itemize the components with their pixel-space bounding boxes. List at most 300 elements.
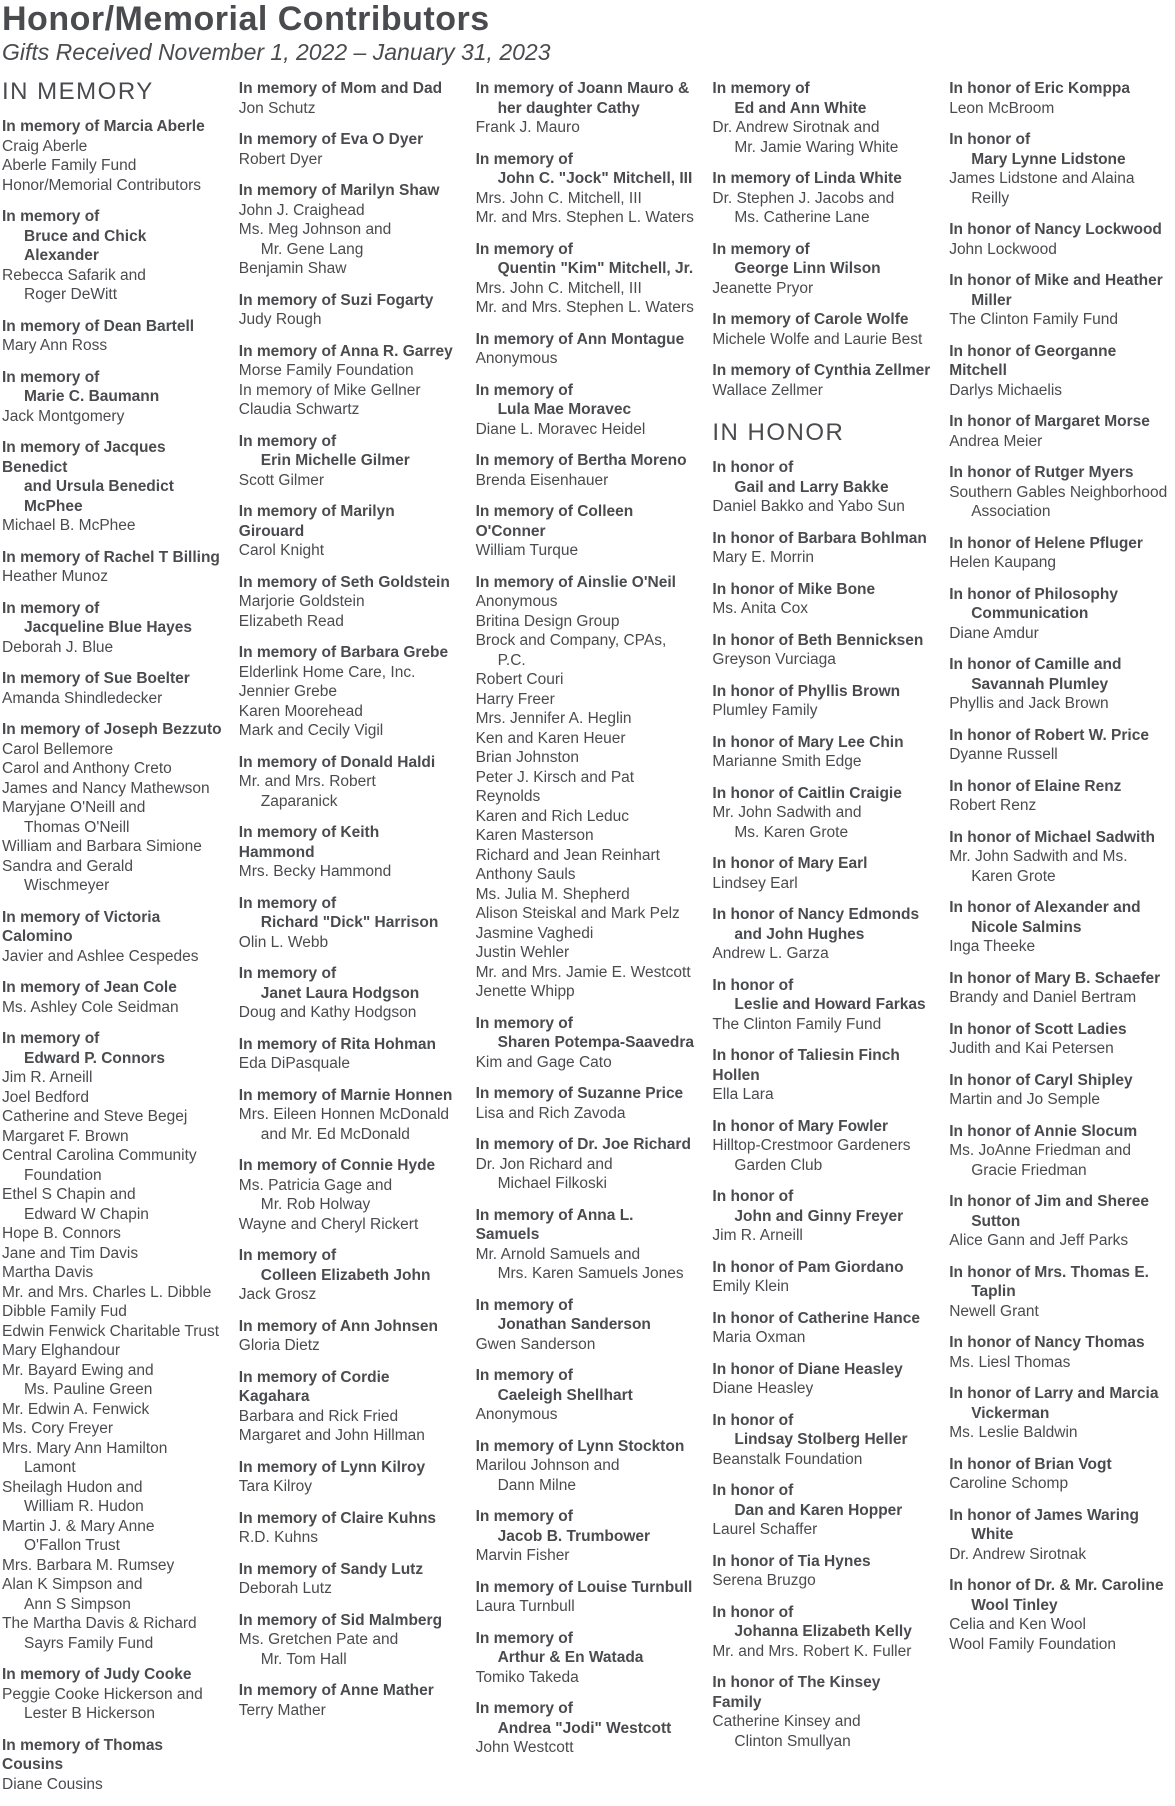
donor-line: Brian Johnston	[475, 749, 579, 766]
donor-line: Celia and Ken Wool	[949, 1616, 1086, 1633]
contributor-entry	[476, 1578, 696, 1617]
donor-line: Jane and Tim Davis	[2, 1244, 139, 1262]
contributor-entry	[712, 310, 932, 349]
donor-line: Carol Knight	[238, 542, 325, 559]
donor-line: Robert Dyer	[238, 150, 323, 168]
entry-heading-line: In memory of	[475, 150, 573, 168]
donor-line: Wayne and Cheryl Rickert	[238, 1215, 419, 1233]
donor-line: William R. Hudon	[24, 1498, 144, 1515]
donor-line: Hilltop-Crestmoor Gardeners	[712, 1137, 911, 1154]
donor-line: Claudia Schwartz	[238, 401, 360, 418]
donor-line: Ms. Julia M. Shepherd	[475, 885, 630, 903]
entry-heading-line: In honor of Catherine Hance	[712, 1309, 920, 1327]
entry-heading-line: Johanna Elizabeth Kelly	[734, 1623, 912, 1640]
donor-line: Michael Filkoski	[497, 1175, 607, 1192]
entry-heading-line: In honor of Brian Vogt	[949, 1455, 1112, 1473]
donor-line: Mr. and Mrs. Robert K. Fuller	[712, 1642, 912, 1660]
donor-line: Mrs. Becky Hammond	[238, 863, 392, 880]
entry-heading-line: In memory of	[475, 1508, 573, 1525]
entry-heading-line: Leslie and Howard Farkas	[734, 996, 926, 1013]
entry-heading-line: Mary Lynne Lidstone	[971, 150, 1126, 168]
donor-line: Carol and Anthony Creto	[2, 760, 172, 777]
entry-heading-line: In memory of Anne Mather	[238, 1682, 434, 1699]
donor-line: Judith and Kai Petersen	[949, 1040, 1114, 1057]
donor-line: Dyanne Russell	[949, 746, 1058, 763]
entry-heading-line: In honor of Elaine Renz	[949, 777, 1122, 795]
donor-line: Brenda Eisenhauer	[475, 471, 609, 489]
contributor-entry	[476, 1135, 696, 1194]
donor-line: Ms. Leslie Baldwin	[949, 1424, 1078, 1441]
donor-line: Helen Kaupang	[949, 554, 1057, 571]
donor-line: Mr. Edwin A. Fenwick	[2, 1400, 150, 1418]
donor-line: Garden Club	[734, 1156, 823, 1174]
donor-line: Mr. and Mrs. Robert	[238, 773, 376, 790]
entry-heading-line: In honor of Diane Heasley	[712, 1360, 903, 1378]
donor-line: Craig Aberle	[2, 137, 88, 155]
contributor-entry	[476, 381, 696, 440]
column-2	[239, 79, 459, 1732]
entry-heading-line: Erin Michelle Gilmer	[260, 452, 410, 469]
contributor-entry	[712, 682, 932, 721]
donor-line: Scott Gilmer	[238, 471, 325, 489]
contributor-entry	[949, 130, 1169, 208]
donor-line: Dann Milne	[497, 1476, 576, 1494]
donor-line: Sayrs Family Fund	[24, 1634, 154, 1652]
contributor-entry	[239, 1611, 459, 1670]
donor-line: Mr. Rob Holway	[260, 1196, 371, 1213]
entry-heading-line: In honor of Mike and Heather	[949, 272, 1163, 289]
entry-heading-line: John and Ginny Freyer	[734, 1207, 904, 1225]
contributor-entry	[712, 1187, 932, 1246]
donor-line: Gracie Friedman	[971, 1161, 1087, 1179]
contributor-entry	[476, 1507, 696, 1566]
donor-line: Anonymous	[475, 350, 558, 367]
section-header: IN HONOR	[712, 419, 845, 446]
contributor-entry	[712, 169, 932, 228]
donor-line: Alice Gann and Jeff Parks	[949, 1232, 1129, 1249]
donor-line: Mrs. Mary Ann Hamilton	[2, 1439, 168, 1457]
entry-heading-line: In memory of Claire Kuhns	[238, 1509, 437, 1527]
donor-line: Peter J. Kirsch and Pat Reynolds	[475, 768, 635, 805]
contributor-entry	[949, 463, 1169, 522]
donor-line: Ms. Gretchen Pate and	[238, 1631, 399, 1648]
entry-heading-line: In memory of Connie Hyde	[238, 1157, 436, 1174]
entry-heading-line: In memory of Rachel T Billing	[2, 548, 220, 566]
donor-line: Aberle Family Fund	[2, 157, 137, 174]
donor-line: Ms. Patricia Gage and	[238, 1176, 393, 1194]
contributor-entry	[239, 573, 459, 632]
donor-line: In memory of Mike Gellner	[238, 381, 421, 399]
donor-line: John J. Craighead	[238, 201, 365, 219]
contributor-entry	[239, 823, 459, 882]
donor-line: Rebecca Safarik and	[2, 266, 146, 284]
entry-heading-line: In honor of	[712, 976, 794, 994]
donor-line: Alison Steiskal and Mark Pelz	[475, 905, 680, 922]
contributor-entry	[239, 1035, 459, 1074]
contributor-entry	[949, 1333, 1169, 1372]
contributor-entry	[239, 894, 459, 953]
donor-line: Peggie Cooke Hickerson and	[2, 1685, 203, 1703]
contributor-entry	[949, 898, 1169, 957]
donor-line: Mrs. John C. Mitchell, III	[475, 279, 642, 297]
contributor-entry	[239, 1681, 459, 1720]
donor-line: Mark and Cecily Vigil	[238, 722, 384, 739]
donor-line: William and Barbara Simione	[2, 838, 202, 855]
entry-heading-line: In memory of	[712, 80, 810, 97]
donor-line: Southern Gables Neighborhood	[949, 483, 1168, 501]
donor-line: Andrew L. Garza	[712, 945, 829, 962]
entry-heading-line: Miller	[971, 291, 1012, 309]
entry-heading-line: In memory of Sandy Lutz	[238, 1560, 424, 1578]
donor-line: P.C.	[497, 651, 526, 669]
entry-heading-line: In memory of	[475, 1367, 573, 1384]
donor-line: Central Carolina Community	[2, 1147, 197, 1164]
column-3	[476, 79, 696, 1770]
entry-heading-line: Arthur & En Watada	[497, 1649, 644, 1666]
contributor-entry	[712, 1046, 932, 1105]
entry-heading-line: In memory of Marilyn Shaw	[238, 182, 440, 199]
contributor-entry	[712, 529, 932, 568]
contributor-entry	[476, 330, 696, 369]
donor-line: Deborah J. Blue	[2, 638, 114, 656]
donor-line: Mr. Tom Hall	[260, 1650, 347, 1668]
contributor-entry	[949, 777, 1169, 816]
entry-heading-line: In honor of	[712, 1603, 794, 1621]
contributor-entry	[476, 1296, 696, 1355]
entry-heading-line: In honor of Helene Pfluger	[949, 534, 1143, 552]
donor-line: Inga Theeke	[949, 938, 1036, 955]
donor-line: Marilou Johnson and	[475, 1457, 620, 1474]
contributor-entry	[949, 1020, 1169, 1059]
donor-line: Mr. Gene Lang	[260, 240, 364, 258]
contributor-entry	[2, 207, 222, 305]
contributor-entry	[239, 1317, 459, 1356]
donor-line: Newell Grant	[949, 1302, 1039, 1320]
contributor-entry	[712, 1603, 932, 1662]
entry-heading-line: In honor of Tia Hynes	[712, 1552, 871, 1570]
entry-heading-line: In honor of	[712, 1411, 794, 1429]
contributor-entry	[476, 502, 696, 561]
contributor-entry	[949, 969, 1169, 1008]
donor-line: Elizabeth Read	[238, 612, 344, 630]
contributor-entry	[2, 720, 222, 896]
donor-line: Jenette Whipp	[475, 983, 575, 1000]
donor-line: Michael B. McPhee	[2, 517, 136, 534]
entry-heading-line: Taplin	[971, 1283, 1016, 1300]
contributor-entry	[2, 669, 222, 708]
contributor-entry	[2, 978, 222, 1017]
donor-line: Maryjane O'Neill and	[2, 799, 146, 816]
contributor-entry	[712, 1481, 932, 1540]
entry-heading-line: In honor of Annie Slocum	[949, 1122, 1138, 1140]
entry-heading-line: In honor of Georganne Mitchell	[949, 342, 1117, 379]
donor-line: Dr. Andrew Sirotnak and	[712, 119, 880, 136]
donor-line: Darlys Michaelis	[949, 381, 1063, 399]
donor-line: Emily Klein	[712, 1278, 790, 1295]
entry-heading-line: In honor of	[712, 1188, 794, 1205]
donor-line: Brock and Company, CPAs,	[475, 632, 667, 649]
donor-line: Deborah Lutz	[238, 1580, 332, 1597]
donor-line: John Lockwood	[949, 240, 1057, 258]
entry-heading-line: In memory of Bertha Moreno	[475, 452, 687, 469]
entry-heading-line: In honor of Mrs. Thomas E.	[949, 1263, 1149, 1281]
entry-heading-line: In memory of Anna R. Garrey	[238, 342, 453, 360]
donor-line: Lester B Hickerson	[24, 1705, 155, 1722]
contributor-entry	[949, 828, 1169, 887]
entry-heading-line: In memory of	[238, 1247, 337, 1264]
donor-line: Clinton Smullyan	[734, 1732, 851, 1750]
section-header: IN MEMORY	[2, 78, 154, 105]
entry-heading-line: In memory of	[238, 965, 337, 982]
entry-heading-line: In memory of Thomas Cousins	[2, 1736, 164, 1773]
donor-line: Mr. Bayard Ewing and	[2, 1361, 154, 1379]
donor-line: Daniel Bakko and Yabo Sun	[712, 498, 905, 515]
donor-line: Mrs. Karen Samuels Jones	[497, 1265, 684, 1282]
entry-heading-line: In memory of Seth Goldstein	[238, 573, 450, 591]
donor-line: James and Nancy Mathewson	[2, 779, 210, 797]
contributor-entry	[949, 585, 1169, 644]
entry-heading-line: In memory of Sid Malmberg	[238, 1611, 443, 1629]
entry-heading-line: In memory of Cynthia Zellmer	[712, 362, 931, 379]
entry-heading-line: In memory of	[475, 1296, 573, 1314]
entry-heading-line: In memory of	[2, 1030, 100, 1047]
contributor-entry	[2, 548, 222, 587]
entry-heading-line: In memory of Rita Hohman	[238, 1035, 437, 1053]
donor-line: Jeanette Pryor	[712, 279, 814, 297]
entry-heading-line: and Ursula Benedict McPhee	[24, 478, 174, 515]
donor-line: Jennier Grebe	[238, 683, 338, 700]
entry-heading-line: In memory of	[2, 208, 100, 225]
entry-heading-line: In memory of	[475, 1014, 573, 1032]
donor-line: Catherine Kinsey and	[712, 1713, 861, 1730]
donor-line: Doug and Kathy Hodgson	[238, 1004, 417, 1021]
page-title: Honor/Memorial Contributors	[2, 0, 490, 38]
contributor-entry	[712, 631, 932, 670]
contributor-entry	[2, 1029, 222, 1653]
donor-line: Robert Renz	[949, 797, 1037, 814]
entry-heading-line: In honor of Michael Sadwith	[949, 828, 1155, 846]
entry-heading-line: In honor of Philosophy	[949, 585, 1118, 603]
donor-line: Jon Schutz	[238, 99, 316, 117]
contributor-entry	[2, 1665, 222, 1724]
contributor-entry	[712, 240, 932, 299]
contributor-columns	[2, 79, 1169, 1806]
contributor-entry	[712, 79, 932, 157]
donor-line: Alan K Simpson and	[2, 1576, 143, 1593]
entry-heading-line: In memory of	[2, 599, 100, 617]
donor-line: Benjamin Shaw	[238, 260, 347, 277]
donor-line: Honor/Memorial Contributors	[2, 176, 201, 194]
contributor-entry	[476, 79, 696, 138]
contributor-entry	[239, 1368, 459, 1446]
donor-line: Judy Rough	[238, 311, 322, 328]
donor-line: Mr. John Sadwith and Ms.	[949, 848, 1128, 865]
column-1	[2, 79, 222, 1806]
contributor-entry	[949, 726, 1169, 765]
entry-heading-line: Jacob B. Trumbower	[497, 1527, 651, 1545]
entry-heading-line: In honor of	[949, 131, 1031, 148]
entry-heading-line: Bruce and Chick Alexander	[24, 227, 147, 264]
donor-line: Jack Grosz	[238, 1286, 317, 1303]
entry-heading-line: In memory of Barbara Grebe	[238, 644, 449, 661]
donor-line: Mary Ann Ross	[2, 337, 108, 354]
entry-heading-line: her daughter Cathy	[497, 99, 640, 117]
contributor-entry	[949, 1192, 1169, 1251]
entry-heading-line: In memory of	[475, 240, 573, 258]
contributor-entry	[476, 240, 696, 318]
entry-heading-line: In memory of Jean Cole	[2, 979, 177, 996]
donor-line: Martin and Jo Semple	[949, 1091, 1100, 1108]
donor-line: The Clinton Family Fund	[712, 1015, 882, 1033]
donor-line: Ms. JoAnne Friedman and	[949, 1142, 1131, 1159]
donor-line: Tara Kilroy	[238, 1478, 313, 1495]
entry-heading-line: Janet Laura Hodgson	[260, 984, 420, 1002]
column-5	[949, 79, 1169, 1666]
donor-line: Hope B. Connors	[2, 1225, 121, 1242]
donor-line: Mr. John Sadwith and	[712, 804, 862, 821]
entry-heading-line: In memory of Cordie Kagahara	[238, 1368, 390, 1405]
entry-heading-line: In honor of	[712, 459, 794, 476]
contributor-entry	[712, 580, 932, 619]
donor-line: Britina Design Group	[475, 612, 620, 630]
entry-heading-line: In memory of Suzi Fogarty	[238, 291, 434, 309]
contributor-entry	[712, 1360, 932, 1399]
donor-line: Jim R. Arneill	[712, 1227, 803, 1244]
donor-line: Edwin Fenwick Charitable Trust	[2, 1322, 220, 1340]
entry-heading-line: In memory of Anna L. Samuels	[475, 1206, 634, 1243]
entry-heading-line: In memory of Lynn Stockton	[475, 1437, 685, 1455]
entry-heading-line: In memory of Marilyn Girouard	[238, 503, 395, 540]
entry-heading-line: In honor of Nancy Edmonds	[712, 906, 920, 923]
donor-line: Wool Family Foundation	[949, 1635, 1117, 1653]
contributor-entry	[712, 1552, 932, 1591]
contributor-entry	[476, 1366, 696, 1425]
donor-line: John Westcott	[475, 1739, 574, 1756]
donor-line: Frank J. Mauro	[475, 119, 580, 136]
contributor-entry	[239, 1509, 459, 1548]
entry-heading-line: John C. "Jock" Mitchell, III	[497, 170, 693, 187]
donor-line: Leon McBroom	[949, 99, 1055, 117]
contributor-entry	[712, 361, 932, 400]
contributor-entry	[712, 458, 932, 517]
entry-heading-line: Caeleigh Shellhart	[497, 1386, 633, 1404]
contributor-entry	[2, 117, 222, 195]
contributor-entry	[239, 1156, 459, 1234]
entry-heading-line: In memory of	[712, 240, 810, 258]
entry-heading-line: In memory of Dean Bartell	[2, 317, 195, 335]
entry-heading-line: In memory of Joann Mauro &	[475, 80, 690, 97]
donor-line: Maria Oxman	[712, 1329, 806, 1346]
entry-heading-line: Dan and Karen Hopper	[734, 1501, 903, 1519]
donor-line: Amanda Shindledecker	[2, 689, 163, 707]
entry-heading-line: In memory of Keith Hammond	[238, 824, 380, 861]
contributor-entry	[239, 1086, 459, 1145]
donor-line: Ms. Pauline Green	[24, 1381, 153, 1398]
contributor-entry	[712, 1673, 932, 1751]
donor-line: Zaparanick	[260, 792, 338, 810]
entry-heading-line: In memory of Judy Cooke	[2, 1666, 192, 1683]
donor-line: Mr. and Mrs. Jamie E. Westcott	[475, 963, 691, 981]
contributor-entry	[949, 534, 1169, 573]
donor-line: and Mr. Ed McDonald	[260, 1125, 410, 1143]
donor-line: Gwen Sanderson	[475, 1335, 596, 1353]
donor-line: Ann S Simpson	[24, 1595, 131, 1613]
entry-heading-line: Quentin "Kim" Mitchell, Jr.	[497, 260, 694, 277]
donor-line: Catherine and Steve Begej	[2, 1108, 188, 1125]
contributor-entry	[949, 655, 1169, 714]
entry-heading-line: In honor of Camille and	[949, 656, 1122, 673]
entry-heading-line: In honor of Caitlin Craigie	[712, 784, 902, 802]
donor-line: Brandy and Daniel Bertram	[949, 989, 1137, 1006]
entry-heading-line: Vickerman	[971, 1404, 1050, 1422]
contributor-entry	[2, 317, 222, 356]
contributor-entry	[712, 976, 932, 1035]
donor-line: Margaret F. Brown	[2, 1127, 129, 1145]
entry-heading-line: Lindsay Stolberg Heller	[734, 1431, 908, 1448]
contributor-entry	[476, 1437, 696, 1496]
donor-line: Ms. Catherine Lane	[734, 209, 870, 226]
donor-line: The Martha Davis & Richard	[2, 1615, 197, 1632]
donor-line: Mrs. Barbara M. Rumsey	[2, 1556, 175, 1574]
entry-heading-line: Sutton	[971, 1212, 1021, 1230]
entry-heading-line: In memory of Sue Boelter	[2, 670, 190, 687]
contributor-entry	[239, 1458, 459, 1497]
entry-heading-line: Communication	[971, 605, 1089, 622]
donor-line: Ms. Anita Cox	[712, 600, 809, 617]
entry-heading-line: In honor of Nancy Lockwood	[949, 221, 1162, 238]
donor-line: The Clinton Family Fund	[949, 311, 1119, 328]
entry-heading-line: In honor of The Kinsey Family	[712, 1674, 881, 1711]
entry-heading-line: In honor of Mary Fowler	[712, 1117, 889, 1135]
donor-line: Marjorie Goldstein	[238, 593, 365, 610]
entry-heading-line: In memory of Joseph Bezzuto	[2, 721, 222, 738]
entry-heading-line: In honor of Dr. & Mr. Caroline	[949, 1577, 1164, 1594]
entry-heading-line: In memory of Linda White	[712, 170, 902, 187]
contributor-entry	[239, 502, 459, 561]
donor-line: Harry Freer	[475, 690, 555, 708]
entry-heading-line: In memory of	[475, 1629, 573, 1647]
entry-heading-line: In honor of Jim and Sheree	[949, 1193, 1149, 1210]
contributor-entry	[712, 1117, 932, 1176]
entry-heading-line: Lula Mae Moravec	[497, 401, 632, 418]
entry-heading-line: In honor of Taliesin Finch Hollen	[712, 1047, 900, 1084]
contributor-entry	[949, 1071, 1169, 1110]
contributor-entry	[712, 733, 932, 772]
donor-line: Robert Couri	[475, 671, 564, 688]
donor-line: Dr. Stephen J. Jacobs and	[712, 189, 895, 207]
entry-heading-line: In memory of Mom and Dad	[238, 80, 443, 97]
entry-heading-line: In memory of Jacques Benedict	[2, 439, 166, 476]
donor-line: Mrs. Eileen Honnen McDonald	[238, 1106, 450, 1123]
entry-heading-line: In honor of	[712, 1482, 794, 1499]
donor-line: Mr. and Mrs. Charles L. Dibble	[2, 1283, 212, 1301]
donor-line: Andrea Meier	[949, 432, 1043, 450]
donor-line: Mary Elghandour	[2, 1342, 121, 1359]
contributor-entry	[949, 1506, 1169, 1565]
donor-line: Heather Munoz	[2, 568, 108, 585]
entry-heading-line: Jacqueline Blue Hayes	[24, 619, 192, 636]
entry-heading-line: In honor of Larry and Marcia	[949, 1385, 1159, 1402]
donor-line: Beanstalk Foundation	[712, 1450, 863, 1468]
donor-line: Mr. and Mrs. Stephen L. Waters	[475, 209, 694, 226]
donor-line: Justin Wehler	[475, 944, 570, 961]
entry-heading-line: In memory of Louise Turnbull	[475, 1578, 693, 1596]
entry-heading-line: In memory of	[475, 1700, 573, 1717]
contributor-entry	[239, 964, 459, 1023]
donor-line: Foundation	[24, 1166, 102, 1184]
entry-heading-line: Gail and Larry Bakke	[734, 478, 889, 496]
entry-heading-line: In honor of Margaret Morse	[949, 413, 1150, 430]
